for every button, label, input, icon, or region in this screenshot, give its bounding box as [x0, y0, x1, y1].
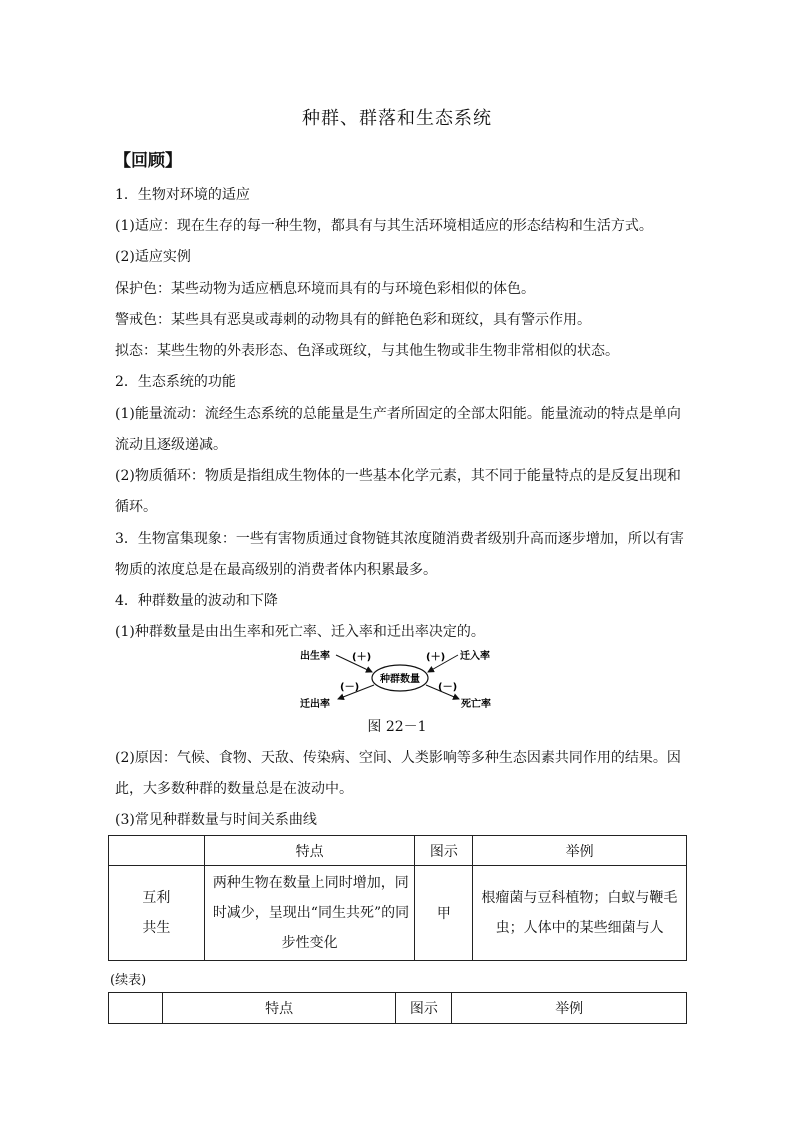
immigration-rate-label: 迁入率: [460, 651, 490, 662]
death-rate-label: 死亡率: [461, 699, 491, 710]
feature-line: 步性变化: [281, 935, 338, 951]
paragraph-line: (2)物质循环：物质是指组成生物体的一些基本化学元素，其不同于能量特点的是反复出现和: [115, 468, 681, 484]
paragraph-line: 警戒色：某些具有恶臭或毒刺的动物具有的鲜艳色彩和斑纹，具有警示作用。: [115, 312, 591, 328]
example-cell: [473, 866, 687, 961]
example-line: 根瘤菌与豆科植物；白蚁与鞭毛: [481, 890, 678, 906]
paragraph-line: (2)适应实例: [115, 249, 191, 265]
birth-rate-label: 出生率: [300, 651, 330, 662]
paragraph-line: (2)原因：气候、食物、天敌、传染病、空间、人类影响等多种生态因素共同作用的结果。因: [115, 750, 681, 766]
continued-table: [108, 992, 687, 1024]
table-header-row: [109, 993, 687, 1024]
paragraph-line: 流动且逐级递减。: [115, 437, 227, 453]
table-header-row: [109, 836, 687, 866]
paragraph-line: 此，大多数种群的数量总是在波动中。: [115, 781, 353, 797]
page-title: 种群、群落和生态系统: [302, 108, 492, 129]
population-curve-table: [108, 835, 687, 961]
feature-line: 时减少，呈现出“同生共死”的同: [212, 905, 410, 921]
section-heading-review: 【回顾】: [114, 151, 182, 171]
header-feature: 特点: [204, 836, 415, 866]
diagram-svg: [296, 644, 506, 714]
figure-cell: 甲: [415, 866, 473, 961]
immigration-rate-sign: (＋): [426, 652, 446, 663]
paragraph-line: (3)常见种群数量与时间关系曲线: [115, 812, 317, 828]
example-line: 虫；人体中的某些细菌与人: [495, 920, 664, 936]
relationship-name-line: 共生: [142, 920, 171, 936]
center-label: 种群数量: [380, 674, 420, 685]
figure-caption: 图 22－1: [367, 719, 427, 735]
emigration-rate-sign: (－): [340, 682, 360, 693]
header-example: 举例: [452, 993, 687, 1024]
emigration-rate-label: 迁出率: [300, 699, 330, 710]
paragraph-line: 保护色：某些动物为适应栖息环境而具有的与环境色彩相似的体色。: [115, 281, 535, 297]
heading-adaptation: 1．生物对环境的适应: [115, 187, 250, 203]
paragraph-line: 物质的浓度总是在最高级别的消费者体内积累最多。: [115, 562, 437, 578]
paragraph-line: (1)种群数量是由出生率和死亡率、迁入率和迁出率决定的。: [115, 624, 485, 640]
header-blank: [109, 993, 163, 1024]
header-feature: 特点: [162, 993, 396, 1024]
table-row: [109, 866, 687, 961]
paragraph-line: 3．生物富集现象：一些有害物质通过食物链其浓度随消费者级别升高而逐步增加，所以有害: [115, 531, 684, 547]
relationship-name-line: 互利: [142, 890, 171, 906]
header-figure: 图示: [415, 836, 473, 866]
feature-line: 两种生物在数量上同时增加，同: [212, 875, 409, 891]
death-rate-sign: (－): [438, 682, 458, 693]
heading-population-fluctuation: 4．种群数量的波动和下降: [115, 593, 278, 609]
header-figure: 图示: [396, 993, 452, 1024]
paragraph-line: 拟态：某些生物的外表形态、色泽或斑纹，与其他生物或非生物非常相似的状态。: [115, 343, 619, 359]
header-blank: [109, 836, 205, 866]
paragraph-line: (1)能量流动：流经生态系统的总能量是生产者所固定的全部太阳能。能量流动的特点是单向: [115, 406, 681, 422]
feature-cell: [204, 866, 415, 961]
paragraph-line: 循环。: [115, 499, 157, 515]
birth-rate-sign: (＋): [352, 652, 372, 663]
relationship-name-cell: [109, 866, 205, 961]
population-factors-diagram: [296, 644, 506, 714]
heading-ecosystem-function: 2．生态系统的功能: [115, 374, 236, 390]
paragraph-line: (1)适应：现在生存的每一种生物，都具有与其生活环境相适应的形态结构和生活方式。: [115, 218, 653, 234]
header-example: 举例: [473, 836, 687, 866]
continued-label: (续表): [110, 973, 147, 988]
